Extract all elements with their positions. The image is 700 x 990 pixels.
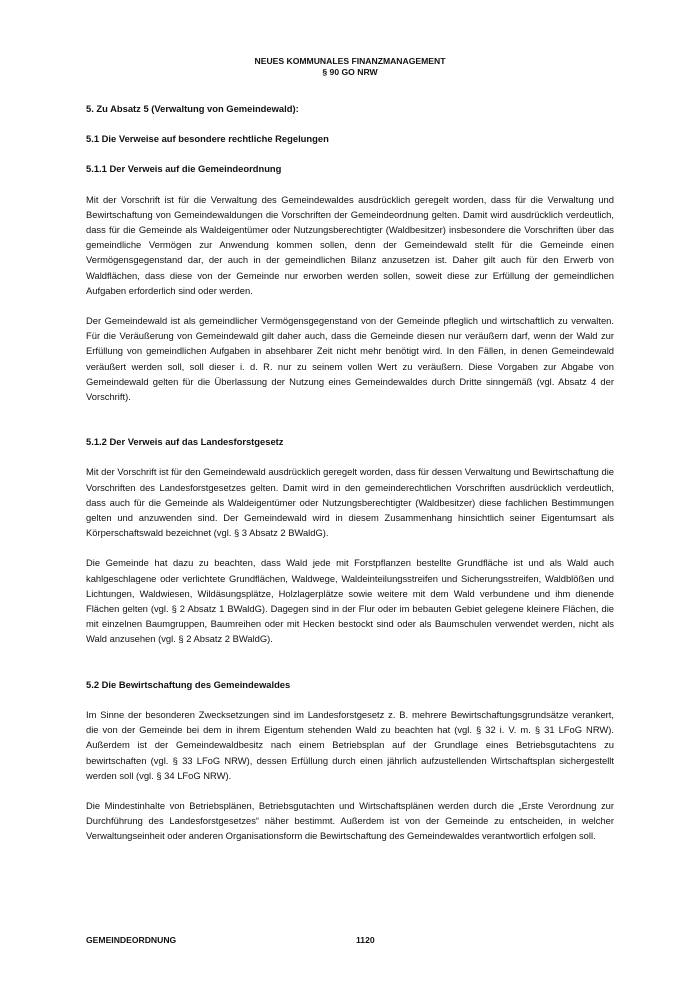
section-5-2-paragraph-2: Die Mindestinhalte von Betriebsplänen, Betriebsgutachten und Wirtschaftsplänen werden durch die „Erste Verordnung zur Durchführung des Landesforstgesetzes“ näher bestimmt. Außerdem ist von der Gemeinde zu entscheiden, in welcher Verwaltungseinheit oder anderen Organisationsform die Bewirtschaftung des Gemeindewaldes verantwortlich erfolgen soll. bbox=[86, 799, 614, 842]
section-5-1-1-paragraph-1: Mit der Vorschrift ist für die Verwaltung des Gemeindewaldes ausdrücklich geregelt worden, dass für die Verwaltung und Bewirtschaftung von Gemeindewaldungen die Vorschriften der Gemeindeordnung gelten. Damit wird ausdrücklich verdeutlich, dass für die Gemeinde als Waldeigentümer oder Nutzungsberechtigter (Waldbesitzer) insbesondere die Vorschriften über das gemeindliche Vermögen zur Anwendung kommen sollen, denn der Gemeindewald stellt für die Gemeinde einen Vermögensgegenstand dar, der auch in der gemeindlichen Bilanz anzusetzen ist. Daher gilt auch für den Erwerb von Waldflächen, dass diese von der Gemeinde nur erworben werden sollen, soweit diese zur Erfüllung der gemeindlichen Aufgaben erforderlich sind oder werden. bbox=[86, 193, 614, 296]
section-5-1-2-paragraph-1: Mit der Vorschrift ist für den Gemeindewald ausdrücklich geregelt worden, dass für dessen Verwaltung und Bewirtschaftung die Vorschriften des Landesforstgesetzes gelten. Damit wird in den gemeinderechtlichen Vorschriften ausdrücklich verdeutlich, dass auch für die Gemeinde als Waldeigentümer oder Nutzungsberechtigter (Waldbesitzer) diese fachlichen Bestimmungen gelten und anzuwenden sind. Der Gemeindewald wird in diesem Zusammenhang hinsichtlich seiner Eigentumsart als Körperschaftswald bezeichnet (vgl. § 3 Absatz 2 BWaldG). bbox=[86, 466, 614, 539]
section-5-1-1-paragraph-2: Der Gemeindewald ist als gemeindlicher Vermögensgegenstand von der Gemeinde pfleglich und wirtschaftlich zu verwalten. Für die Veräußerung von Gemeindewald gilt daher auch, dass die Gemeinde diesen nur veräußern darf, wenn der Wald zur Erfüllung von gemeindlichen Aufgaben in absehbarer Zeit nicht mehr benötigt wird. In den Fällen, in denen Gemeindewald veräußert werden soll, soll dieser i. d. R. nur zu seinem vollen Wert zu veräußern. Diese Vorgaben zur Abgabe von Gemeindewald gelten für die Überlassung der Nutzung eines Gemeindewaldes durch Dritte sinngemäß (vgl. Absatz 4 der Vorschrift). bbox=[86, 315, 614, 403]
page-header bbox=[0, 56, 700, 78]
header-line-1: NEUES KOMMUNALES FINANZMANAGEMENT bbox=[254, 56, 446, 66]
section-5-2-heading: 5.2 Die Bewirtschaftung des Gemeindewaldes bbox=[86, 678, 291, 690]
section-5-1-1-heading: 5.1.1 Der Verweis auf die Gemeindeordnung bbox=[86, 163, 282, 175]
section-5-1-2-paragraph-2: Die Gemeinde hat dazu zu beachten, dass Wald jede mit Forstpflanzen bestellte Grundfläche ist und als Wald auch kahlgeschlagene oder verlichtete Grundflächen, Waldwege, Waldeinteilungsstreifen und Sicherungsstreifen, Waldblößen und Lichtungen, Waldwiesen, Wildäsungsplätze, Holzlagerplätze sowie weitere mit dem Wald verbundene und ihm dienende Flächen gelten (vgl. § 2 Absatz 1 BWaldG). Dagegen sind in der Flur oder im bebauten Gebiet gelegene kleinere Flächen, die mit einzelnen Baumgruppen, Baumreihen oder mit Hecken bestockt sind oder als Baumschulen verwendet werden, nicht als Wald anzusehen (vgl. § 2 Absatz 2 BWaldG). bbox=[86, 557, 614, 645]
page-content bbox=[86, 101, 614, 844]
section-5-2-paragraph-1: Im Sinne der besonderen Zwecksetzungen sind im Landesforstgesetz z. B. mehrere Bewirtschaftungsgrundsätze verankert, die von der Gemeinde bei dem in ihrem Eigentum stehenden Wald zu beachten hat (vgl. § 32 i. V. m. § 31 LFoG NRW). Außerdem ist der Gemeindewaldbesitz nach einem Betriebsplan auf der Grundlage eines Betriebsgutachtens zu bewirtschaften (vgl. § 33 LFoG NRW), dessen Erfüllung durch einen jährlich aufzustellenden Wirtschaftsplan sichergestellt werden soll (vgl. § 34 LFoG NRW). bbox=[86, 708, 614, 781]
header-line-2: § 90 GO NRW bbox=[322, 67, 378, 77]
section-5-1-heading: 5.1 Die Verweise auf besondere rechtliche Regelungen bbox=[86, 133, 329, 145]
section-5-1-2-heading: 5.1.2 Der Verweis auf das Landesforstgesetz bbox=[86, 436, 284, 448]
footer-title: GEMEINDEORDNUNG bbox=[86, 935, 177, 945]
section-5-heading: 5. Zu Absatz 5 (Verwaltung von Gemeindewald): bbox=[86, 103, 299, 114]
page-number: 1120 bbox=[356, 935, 375, 945]
